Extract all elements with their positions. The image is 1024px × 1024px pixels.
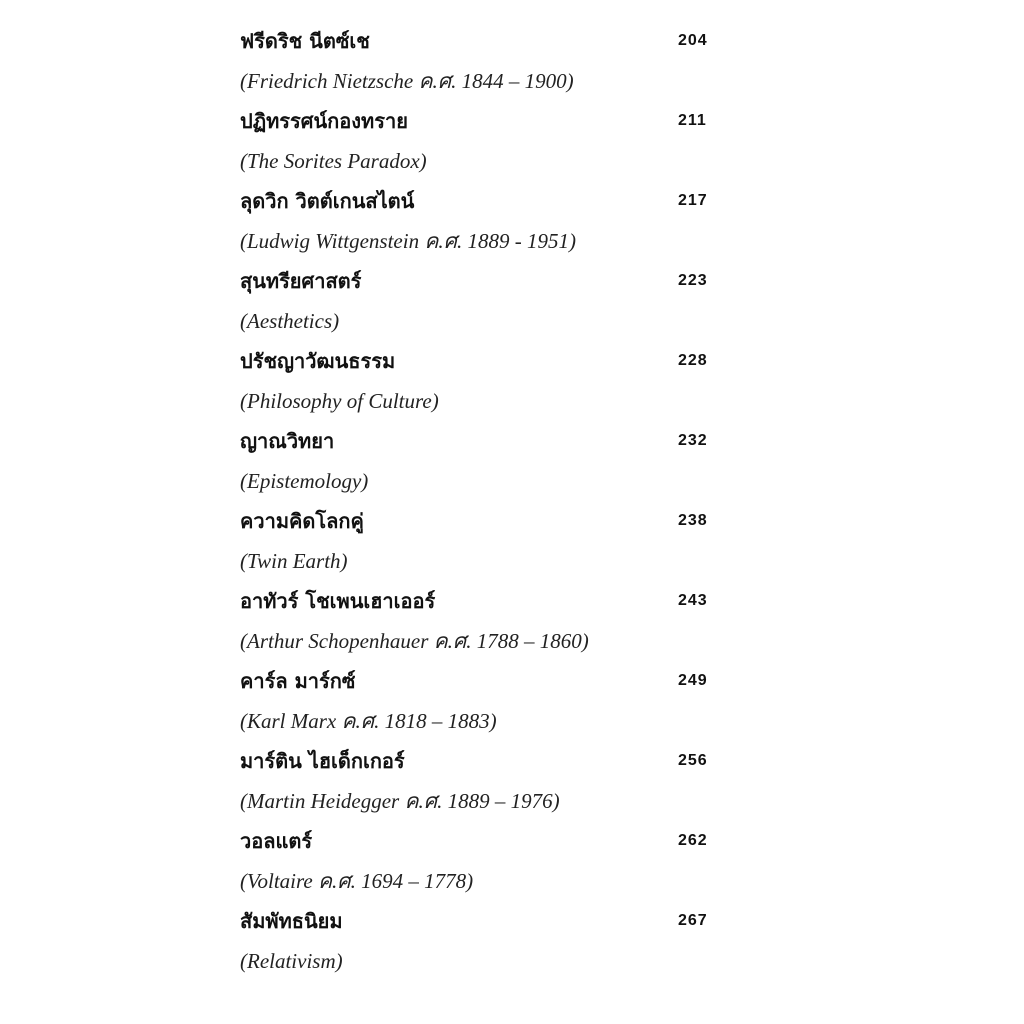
entry-subtitle: (Martin Heidegger ค.ศ. 1889 – 1976) [240, 789, 560, 813]
entry-title: ปฏิทรรศน์กองทราย [240, 109, 408, 133]
entry-subtitle: (Ludwig Wittgenstein ค.ศ. 1889 - 1951) [240, 229, 576, 253]
entry-page-number: 204 [678, 32, 708, 49]
table-of-contents [240, 21, 720, 981]
entry-page-number: 249 [678, 672, 708, 689]
toc-entry-relativism[interactable] [240, 901, 720, 981]
entry-page-number: 267 [678, 912, 708, 929]
entry-page-number: 217 [678, 192, 708, 209]
toc-entry-aesthetics[interactable] [240, 261, 720, 341]
entry-subtitle: (Voltaire ค.ศ. 1694 – 1778) [240, 869, 474, 893]
entry-subtitle: (Epistemology) [240, 469, 369, 493]
entry-subtitle: (The Sorites Paradox) [240, 149, 427, 173]
entry-title: มาร์ติน ไฮเด็กเกอร์ [240, 749, 405, 773]
entry-title: สัมพัทธนิยม [240, 909, 343, 933]
entry-page-number: 238 [678, 512, 708, 529]
toc-entry-voltaire[interactable] [240, 821, 720, 901]
entry-page-number: 232 [678, 432, 708, 449]
entry-title: อาทัวร์ โชเพนเฮาเออร์ [240, 589, 436, 613]
toc-entry-twin-earth[interactable] [240, 501, 720, 581]
entry-page-number: 211 [678, 112, 707, 129]
entry-subtitle: (Arthur Schopenhauer ค.ศ. 1788 – 1860) [240, 629, 589, 653]
entry-title: วอลแตร์ [240, 829, 313, 853]
entry-page-number: 256 [678, 752, 708, 769]
entry-subtitle: (Friedrich Nietzsche ค.ศ. 1844 – 1900) [240, 69, 574, 93]
entry-title: ญาณวิทยา [240, 429, 335, 453]
entry-subtitle: (Aesthetics) [240, 309, 340, 333]
toc-entry-karl-marx[interactable] [240, 661, 720, 741]
entry-title: ความคิดโลกคู่ [240, 509, 364, 533]
entry-page-number: 228 [678, 352, 708, 369]
entry-subtitle: (Karl Marx ค.ศ. 1818 – 1883) [240, 709, 497, 733]
entry-subtitle: (Philosophy of Culture) [240, 389, 439, 413]
toc-entry-heidegger[interactable] [240, 741, 720, 821]
toc-entry-schopenhauer[interactable] [240, 581, 720, 661]
entry-title: ลุดวิก วิตต์เกนสไตน์ [240, 189, 415, 213]
toc-entry-nietzsche[interactable] [240, 21, 720, 101]
entry-page-number: 262 [678, 832, 708, 849]
entry-subtitle: (Relativism) [240, 949, 343, 973]
toc-entry-philosophy-of-culture[interactable] [240, 341, 720, 421]
toc-entry-wittgenstein[interactable] [240, 181, 720, 261]
toc-entry-sorites-paradox[interactable] [240, 101, 720, 181]
entry-page-number: 243 [678, 592, 708, 609]
entry-page-number: 223 [678, 272, 708, 289]
entry-title: ฟรีดริช นีตซ์เช [240, 29, 370, 53]
entry-title: สุนทรียศาสตร์ [240, 269, 362, 293]
entry-title: ปรัชญาวัฒนธรรม [240, 349, 396, 373]
toc-entry-epistemology[interactable] [240, 421, 720, 501]
entry-subtitle: (Twin Earth) [240, 549, 348, 573]
entry-title: คาร์ล มาร์กซ์ [240, 669, 356, 693]
